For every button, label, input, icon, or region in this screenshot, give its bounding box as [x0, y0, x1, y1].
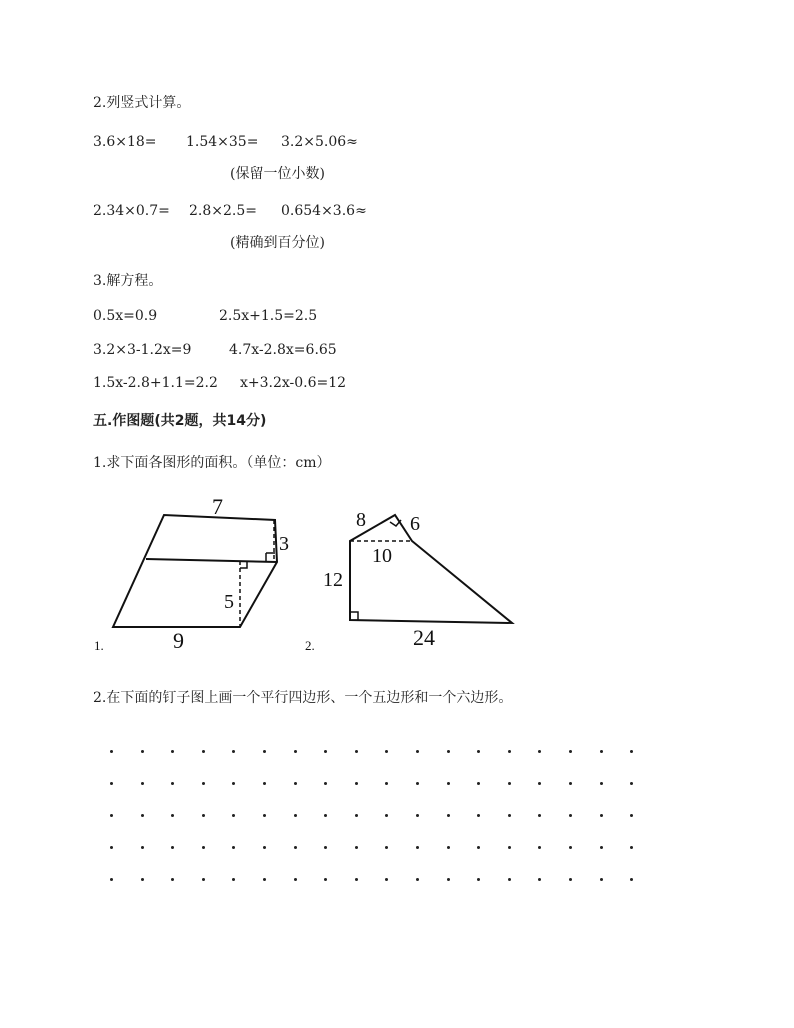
peg-dot: [110, 846, 113, 849]
peg-dot: [630, 878, 633, 881]
peg-dot: [477, 782, 480, 785]
peg-dot: [324, 814, 327, 817]
peg-dot: [385, 846, 388, 849]
figure-2-a-label: 8: [356, 509, 366, 531]
figure-2-number: 2.: [305, 638, 315, 653]
peg-dot: [110, 782, 113, 785]
peg-dot: [294, 750, 297, 753]
peg-grid: [104, 746, 634, 886]
peg-dot: [294, 782, 297, 785]
peg-dot: [385, 750, 388, 753]
q2-expr-4: 2.34×0.7=: [93, 203, 170, 219]
peg-dot: [569, 846, 572, 849]
peg-dot: [508, 782, 511, 785]
figure-1-number: 1.: [94, 638, 104, 653]
peg-dot: [630, 814, 633, 817]
equation-1: 0.5x=0.9: [93, 308, 158, 324]
figure-1-bottom-label: 9: [173, 628, 184, 653]
peg-dot: [171, 782, 174, 785]
figure-2-outline: [350, 515, 512, 623]
peg-dot: [508, 846, 511, 849]
peg-dot: [416, 782, 419, 785]
peg-dot: [294, 846, 297, 849]
peg-dot: [569, 878, 572, 881]
q2-expr-6: 0.654×3.6≈: [281, 203, 367, 219]
peg-dot: [600, 814, 603, 817]
peg-dot: [202, 846, 205, 849]
peg-dot: [630, 782, 633, 785]
peg-dot: [263, 814, 266, 817]
q2-expr-1: 3.6×18=: [93, 134, 157, 150]
figure-2: [305, 509, 512, 653]
peg-dot: [324, 782, 327, 785]
s5-q1-title: 1.求下面各图形的面积。（单位：cm）: [93, 455, 331, 471]
peg-dot: [477, 750, 480, 753]
peg-dot: [385, 814, 388, 817]
q2-title: 2.列竖式计算。: [93, 95, 191, 111]
peg-dot: [355, 878, 358, 881]
peg-dot: [447, 878, 450, 881]
peg-dot: [171, 814, 174, 817]
peg-dot: [324, 846, 327, 849]
q2-expr-2: 1.54×35=: [186, 134, 259, 150]
peg-dot: [600, 782, 603, 785]
peg-dot: [416, 750, 419, 753]
peg-dot: [232, 750, 235, 753]
peg-dot: [477, 878, 480, 881]
q2-expr-5: 2.8×2.5=: [189, 203, 257, 219]
peg-dot: [447, 814, 450, 817]
peg-dot: [355, 782, 358, 785]
peg-dot: [385, 878, 388, 881]
peg-dot: [202, 782, 205, 785]
peg-dot: [294, 878, 297, 881]
peg-dot: [232, 846, 235, 849]
figure-1-outline: [113, 515, 277, 627]
peg-dot: [447, 846, 450, 849]
figure-2-right-angle-bottom: [350, 612, 358, 620]
peg-dot: [416, 878, 419, 881]
peg-dot: [324, 750, 327, 753]
peg-dot: [600, 878, 603, 881]
peg-dot: [416, 846, 419, 849]
peg-dot: [141, 782, 144, 785]
peg-dot: [355, 846, 358, 849]
equation-6: x+3.2x-0.6=12: [240, 375, 347, 391]
peg-dot: [355, 814, 358, 817]
peg-dot: [630, 750, 633, 753]
peg-dot: [508, 878, 511, 881]
figure-1: [94, 494, 289, 653]
peg-dot: [202, 878, 205, 881]
peg-dot: [538, 846, 541, 849]
equation-5: 1.5x-2.8+1.1=2.2: [93, 375, 218, 391]
peg-dot: [447, 782, 450, 785]
equation-2: 2.5x+1.5=2.5: [219, 308, 318, 324]
q2-note-1: (保留一位小数): [230, 166, 325, 182]
figure-2-b-label: 6: [410, 513, 420, 535]
peg-dot: [447, 750, 450, 753]
peg-dot: [171, 846, 174, 849]
peg-dot: [569, 782, 572, 785]
peg-dot: [202, 750, 205, 753]
peg-dot: [232, 878, 235, 881]
peg-dot: [538, 878, 541, 881]
peg-dot: [569, 814, 572, 817]
peg-dot: [294, 814, 297, 817]
peg-dot: [630, 846, 633, 849]
peg-dot: [538, 814, 541, 817]
peg-dot: [263, 782, 266, 785]
area-figures: [0, 480, 794, 680]
peg-dot: [110, 878, 113, 881]
peg-dot: [600, 846, 603, 849]
peg-dot: [141, 878, 144, 881]
peg-dot: [569, 750, 572, 753]
peg-dot: [141, 814, 144, 817]
q3-title: 3.解方程。: [93, 273, 163, 289]
peg-dot: [508, 814, 511, 817]
peg-dot: [141, 750, 144, 753]
peg-dot: [110, 750, 113, 753]
peg-dot: [202, 814, 205, 817]
figure-1-height-label: 5: [224, 591, 234, 613]
peg-dot: [232, 782, 235, 785]
peg-dot: [416, 814, 419, 817]
peg-dot: [263, 846, 266, 849]
peg-dot: [263, 878, 266, 881]
peg-dot: [477, 814, 480, 817]
peg-dot: [385, 782, 388, 785]
peg-dot: [232, 814, 235, 817]
peg-dot: [324, 878, 327, 881]
q2-expr-3: 3.2×5.06≈: [281, 134, 358, 150]
peg-dot: [538, 750, 541, 753]
equation-4: 4.7x-2.8x=6.65: [229, 342, 337, 358]
peg-dot: [110, 814, 113, 817]
figure-2-mid-label: 10: [372, 545, 392, 567]
section-title: 五.作图题(共2题，共14分): [93, 413, 267, 429]
peg-dot: [508, 750, 511, 753]
peg-dot: [263, 750, 266, 753]
figure-2-bottom-label: 24: [413, 625, 435, 650]
figure-1-side-label: 3: [279, 533, 289, 555]
peg-dot: [355, 750, 358, 753]
equation-3: 3.2×3-1.2x=9: [93, 342, 192, 358]
figure-2-right-angle-top: [390, 520, 401, 526]
peg-dot: [171, 878, 174, 881]
peg-dot: [171, 750, 174, 753]
peg-dot: [141, 846, 144, 849]
peg-dot: [600, 750, 603, 753]
figure-1-top-label: 7: [212, 494, 223, 519]
q2-note-2: (精确到百分位): [230, 235, 325, 251]
peg-dot: [538, 782, 541, 785]
figure-1-divider: [146, 559, 277, 562]
peg-dot: [477, 846, 480, 849]
s5-q2-title: 2.在下面的钉子图上画一个平行四边形、一个五边形和一个六边形。: [93, 690, 513, 706]
figure-2-left-label: 12: [323, 569, 343, 591]
